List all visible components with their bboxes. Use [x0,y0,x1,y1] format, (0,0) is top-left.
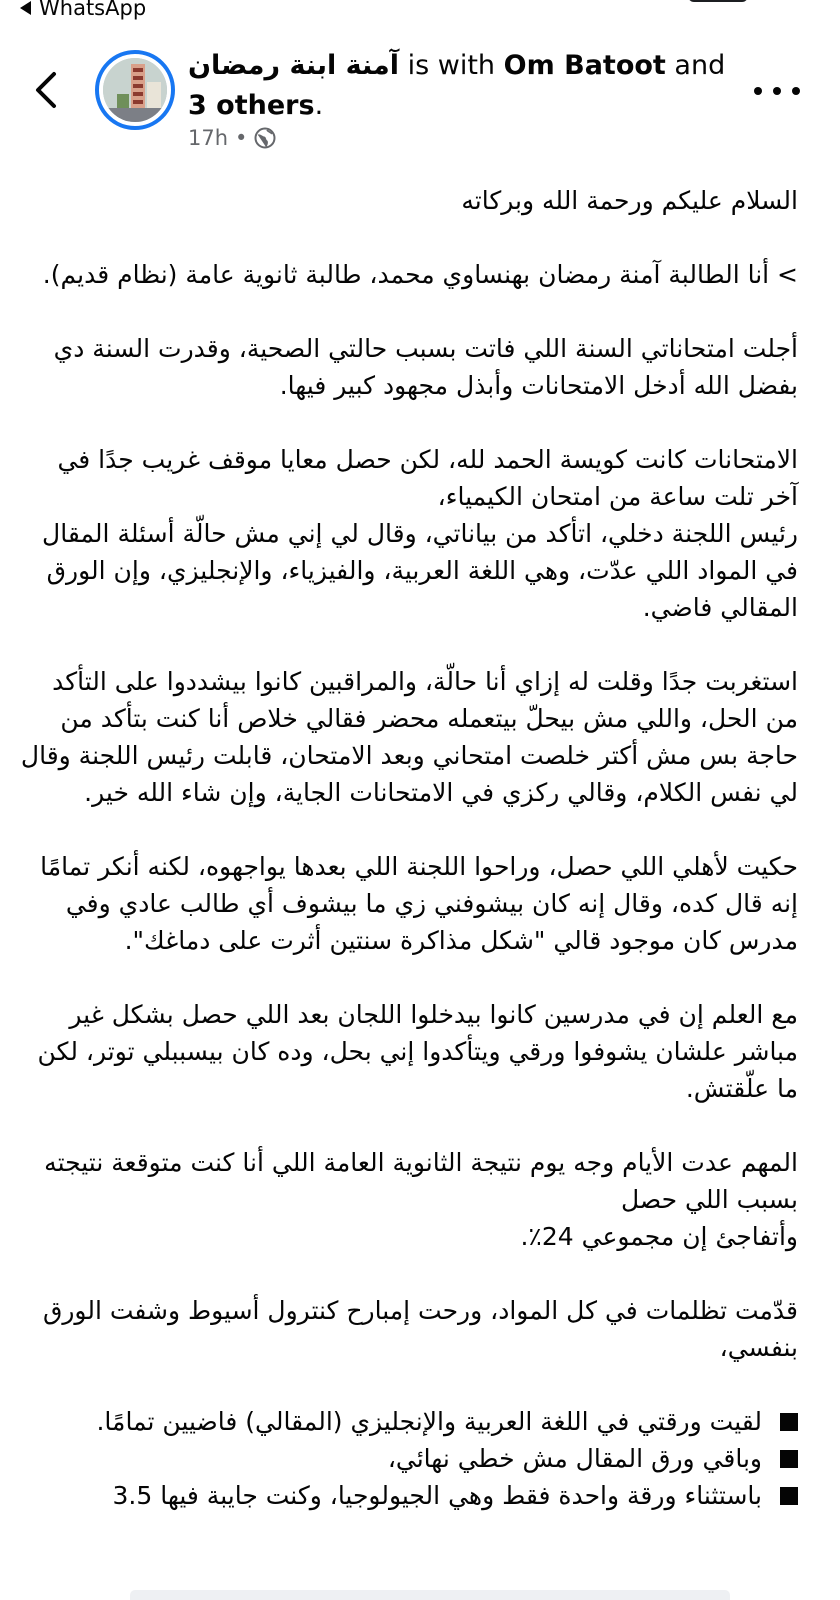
post-paragraph: السلام عليكم ورحمة الله وبركاته [461,186,798,215]
list-item [18,1440,798,1477]
status-indicator [688,0,748,2]
back-button[interactable] [28,68,68,112]
back-app-label: WhatsApp [39,0,147,20]
author-avatar[interactable] [95,50,175,130]
meta-separator: • [235,126,248,150]
post-paragraph: المهم عدت الأيام وجه يوم نتيجة الثانوية العامة اللي أنا كنت متوقعة نتيجته بسبب اللي حصل وأتفاجئ إن مجموعي 24٪. [44,1148,798,1251]
square-bullet-icon [780,1487,798,1505]
square-bullet-icon [780,1413,798,1431]
more-options-button[interactable] [754,80,800,102]
chevron-left-icon [28,68,68,112]
and-text: and [665,50,726,81]
dot-icon [754,87,762,95]
post-header [0,40,840,170]
list-item-text: باستثناء ورقة واحدة فقط وهي الجيولوجيا، وكنت جايبة فيها 3.5 [112,1481,762,1510]
post-paragraph: استغربت جدًا وقلت له إزاي أنا حالّة، والمراقبين كانوا بيشددوا على التأكد من الحل، واللي مش بيحلّ بيتعمله محضر فقالي خلاص أنا كنت بتأكد من حاجة بس مش أكتر خلصت امتحاني وبعد الامتحان، قابلت رئيس اللجنة وقال لي نفس الكلام، وقالي ركزي في الامتحانات الجاية، وإن شاء الله خير. [20,667,798,807]
square-bullet-icon [780,1450,798,1468]
back-triangle-icon [20,1,31,15]
post-body [18,182,798,1514]
post-paragraph: الامتحانات كانت كويسة الحمد لله، لكن حصل معايا موقف غريب جدًا في آخر تلت ساعة من امتحان الكيمياء، رئيس اللجنة دخلي، اتأكد من بياناتي، وقال لي إني مش حالّة أسئلة المقال في المواد اللي عدّت، وهي اللغة العربية، والفيزياء، والإنجليزي، وإن الورق المقالي فاضي. [42,445,798,622]
status-bar [0,0,840,26]
author-name[interactable]: آمنة ابنة رمضان [188,50,400,81]
dot-icon [773,87,781,95]
post-paragraph: مع العلم إن في مدرسين كانوا بيدخلوا اللجان بعد اللي حصل بشكل غير مباشر علشان يشوفوا ورقي ويتأكدوا إني بحل، وده كان بيسببلي توتر، لكن ما علّقتش. [37,1000,798,1103]
globe-icon [254,127,276,149]
list-item-text: وباقي ورق المقال مش خطي نهائي، [387,1444,762,1473]
avatar-image [103,58,167,122]
post-author-line [188,46,728,126]
post-time[interactable]: 17h [188,126,229,150]
post-meta [188,126,276,150]
tagged-others[interactable]: 3 others [188,90,315,121]
post-paragraph: > أنا الطالبة آمنة رمضان بهنساوي محمد، طالبة ثانوية عامة (نظام قديم). [42,260,798,289]
with-text: is with [399,50,504,81]
period: . [314,90,324,121]
tagged-user[interactable]: Om Batoot [503,50,666,81]
list-item [18,1403,798,1440]
list-item [18,1477,798,1514]
bullet-list [18,1403,798,1514]
back-to-app-link[interactable] [20,0,146,20]
dot-icon [792,87,800,95]
post-paragraph: قدّمت تظلمات في كل المواد، ورحت إمبارح كنترول أسيوط وشفت الورق بنفسي، [42,1296,798,1362]
list-item-text: لقيت ورقتي في اللغة العربية والإنجليزي (المقالي) فاضيين تمامًا. [96,1407,762,1436]
post-paragraph: حكيت لأهلي اللي حصل، وراحوا اللجنة اللي بعدها يواجهوه، لكنه أنكر تمامًا إنه قال كده، وقال إنه كان بيشوفني زي ما بيشوف أي طالب عادي وفي مدرس كان موجود قالي "شكل مذاكرة سنتين أثرت على دماغك". [40,852,798,955]
post-paragraph: أجلت امتحاناتي السنة اللي فاتت بسبب حالتي الصحية، وقدرت السنة دي بفضل الله أدخل الامتحانات وأبذل مجهود كبير فيها. [53,334,798,400]
home-indicator [130,1590,730,1600]
